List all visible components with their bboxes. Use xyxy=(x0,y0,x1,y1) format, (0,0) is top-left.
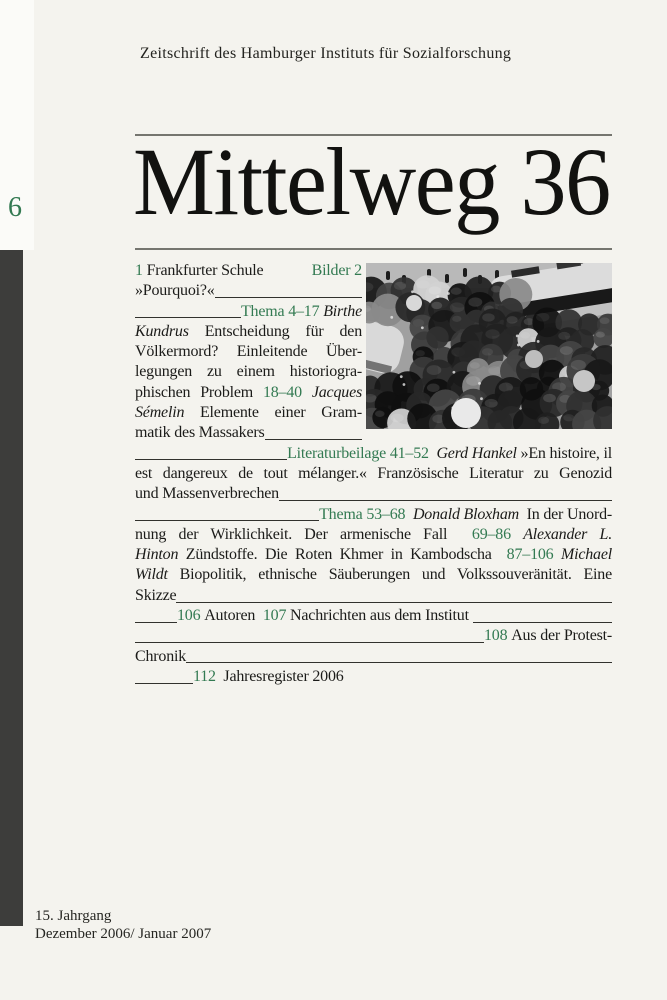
toc-text: 108 xyxy=(484,627,508,645)
toc-line xyxy=(135,545,612,565)
toc-text: 18–40 xyxy=(262,383,312,401)
volume-line: 15. Jahrgang xyxy=(35,908,112,924)
toc-text: Sémelin xyxy=(135,404,185,422)
footer xyxy=(35,908,211,943)
toc-line xyxy=(135,423,362,443)
toc-line xyxy=(135,261,362,281)
toc-text: Jahresregister 2006 xyxy=(215,667,344,685)
toc-text: »Pourquoi?« xyxy=(135,282,215,300)
toc-text: matik des Massakers xyxy=(135,424,265,442)
toc-line xyxy=(135,647,612,667)
toc-text: Donald Bloxham xyxy=(412,505,527,523)
toc-line xyxy=(135,626,612,646)
toc-text: In der Unord- xyxy=(526,505,612,523)
toc-leader-rule xyxy=(279,500,612,501)
toc-full-width-lines xyxy=(135,444,612,688)
toc-text: Literaturbeilage 41–52 xyxy=(287,444,437,462)
toc-line xyxy=(135,444,612,464)
toc-text: »En histoire, il xyxy=(520,444,612,462)
toc-text: Nachrichten aus dem Institut xyxy=(286,607,473,625)
date-line: Dezember 2006/ Januar 2007 xyxy=(35,925,212,942)
table-of-contents xyxy=(135,261,612,687)
toc-text: legungen zu einem historiogra- xyxy=(135,363,362,381)
toc-line xyxy=(135,565,612,585)
toc-text: Bilder 2 xyxy=(311,262,362,279)
toc-leader-rule xyxy=(135,642,484,643)
toc-text: Kundrus xyxy=(135,322,189,340)
toc-text: 106 xyxy=(177,607,201,625)
toc-text: Elemente einer Gram- xyxy=(184,404,362,422)
toc-text: Frankfurter Schule xyxy=(142,262,264,279)
toc-leader-rule xyxy=(135,459,287,460)
toc-leader-rule xyxy=(135,683,193,684)
toc-line xyxy=(135,383,362,403)
toc-text: Entscheidung für den xyxy=(188,322,362,340)
toc-text: est dangereux de tout mélanger.« Französische Literatur zu Genozid xyxy=(135,464,612,482)
umbrella-crowd-photo xyxy=(366,263,612,429)
toc-text: 112 xyxy=(193,667,216,685)
publisher-imprint: Zeitschrift des Hamburger Instituts für Sozialforschung xyxy=(140,45,512,62)
toc-text: Skizze xyxy=(135,586,177,604)
toc-line xyxy=(135,606,612,626)
toc-text: Hinton xyxy=(135,546,179,564)
toc-leader-rule xyxy=(135,520,319,521)
toc-line xyxy=(135,362,362,382)
toc-line xyxy=(135,484,612,504)
toc-leader-rule xyxy=(176,602,612,603)
cover-content xyxy=(135,0,612,1000)
toc-leader-rule xyxy=(215,297,362,298)
toc-text: Aus der Protest- xyxy=(507,627,612,645)
toc-text: Autoren xyxy=(200,607,263,625)
toc-text: Jacques xyxy=(311,383,362,401)
toc-line xyxy=(135,322,362,342)
toc-line xyxy=(135,281,362,301)
toc-leader-rule xyxy=(135,317,241,318)
toc-line xyxy=(135,464,612,484)
toc-text: Birthe xyxy=(323,302,362,320)
toc-text: 1 xyxy=(135,262,143,279)
cover-photo xyxy=(366,263,612,429)
toc-line xyxy=(135,342,362,362)
toc-text: Gerd Hankel xyxy=(436,444,521,462)
toc-text: und Massenverbrechen xyxy=(135,485,279,503)
toc-text: Wildt xyxy=(135,566,168,584)
toc-top-row xyxy=(135,261,612,444)
toc-leader-rule xyxy=(135,622,177,623)
toc-text: 87–106 xyxy=(506,546,561,564)
toc-leader-rule xyxy=(473,622,612,623)
toc-line xyxy=(135,302,362,322)
toc-text: Thema 53–68 xyxy=(319,505,413,523)
toc-text: Michael xyxy=(560,546,612,564)
toc-line xyxy=(135,403,362,423)
toc-text: 69–86 xyxy=(471,525,524,543)
toc-line xyxy=(135,667,612,687)
toc-text: Völkermord? Einleitende Über- xyxy=(135,343,362,361)
toc-line xyxy=(135,525,612,545)
toc-column xyxy=(135,261,362,444)
spine-issue-number: 6 xyxy=(8,192,22,223)
toc-text: Thema 4–17 xyxy=(240,302,324,320)
toc-line xyxy=(135,586,612,606)
toc-leader-rule xyxy=(186,662,612,663)
toc-text: Chronik xyxy=(135,647,187,665)
toc-text: Alexander L. xyxy=(523,525,612,543)
spine-bar xyxy=(0,250,23,926)
toc-text: Biopolitik, ethnische Säuberungen und Volkssouveränität. Eine xyxy=(167,566,612,584)
journal-title: Mittelweg 36 xyxy=(133,128,610,235)
toc-text: Zündstoffe. Die Roten Khmer in Kambodscha xyxy=(178,546,507,564)
toc-leader-rule xyxy=(265,439,362,440)
toc-text: nung der Wirklichkeit. Der armenische Fall xyxy=(135,525,472,543)
toc-line xyxy=(135,505,612,525)
title-rule-bottom xyxy=(135,248,612,250)
toc-text: 107 xyxy=(262,607,287,625)
toc-text: phischen Problem xyxy=(135,383,263,401)
